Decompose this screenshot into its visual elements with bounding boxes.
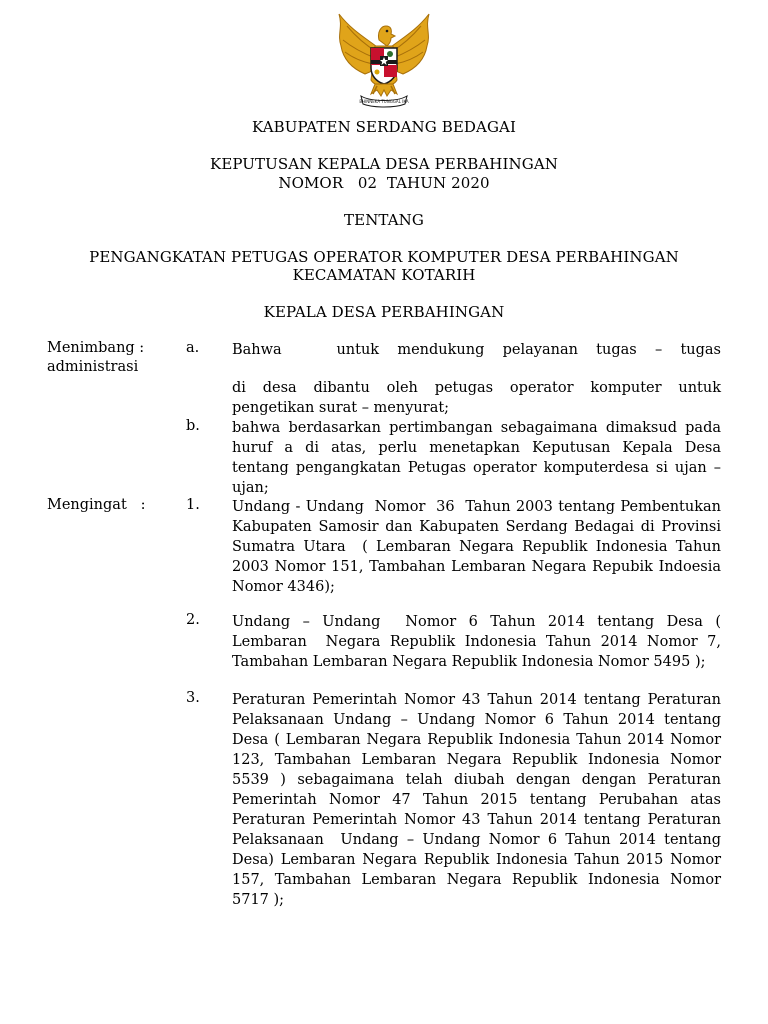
mengingat-item-1-text: Undang - Undang Nomor 36 Tahun 2003 tentang Pembentukan Kabupaten Samosir dan Kabupaten Serdang Bedagai di Provinsi Sumatra Utara ( Lembaran Negara Republik Indonesia Tahun 2003 Nomor 151, Tambahan Lembaran Negara Repubik Indoesia Nomor 4346); (232, 499, 726, 595)
menimbang-label: Menimbang : (47, 340, 145, 356)
subject-line-1: PENGANGKATAN PETUGAS OPERATOR KOMPUTER DESA PERBAHINGAN (89, 248, 679, 266)
menimbang-label-continued: administrasi (47, 359, 139, 375)
regency-title: KABUPATEN SERDANG BEDAGAI (252, 118, 516, 136)
menimbang-item-a-line1: Bahwa untuk mendukung pelayanan tugas – tugas (232, 342, 721, 358)
issuer-heading: KEPALA DESA PERBAHINGAN (263, 303, 505, 321)
about-heading: TENTANG (344, 211, 424, 229)
menimbang-item-a-mark: a. (186, 340, 200, 356)
menimbang-item-b-mark: b. (186, 418, 200, 434)
garuda-emblem-icon (331, 10, 437, 110)
menimbang-item-a-rest: di desa dibantu oleh petugas operator komputer untuk pengetikan surat – menyurat; (232, 380, 721, 416)
mengingat-item-2-text: Undang – Undang Nomor 6 Tahun 2014 tentang Desa ( Lembaran Negara Republik Indonesia Tahun 2014 Nomor 7, Tambahan Lembaran Negara Republik Indonesia Nomor 5495 ); (232, 614, 726, 670)
mengingat-item-1-mark: 1. (186, 497, 200, 513)
mengingat-label: Mengingat : (47, 497, 146, 513)
svg-text:BHINNEKA TUNGGAL IKA: BHINNEKA TUNGGAL IKA (359, 99, 409, 104)
decree-number: NOMOR 02 TAHUN 2020 (278, 174, 490, 192)
subject-line-2: KECAMATAN KOTARIH (292, 266, 476, 284)
decree-title: KEPUTUSAN KEPALA DESA PERBAHINGAN (210, 155, 558, 173)
menimbang-item-b-text: bahwa berdasarkan pertimbangan sebagaimana dimaksud pada huruf a di atas, perlu menetapkan Keputusan Kepala Desa tentang pengangkatan Petugas operator komputerdesa si ujan – ujan; (232, 420, 721, 496)
mengingat-item-2-mark: 2. (186, 612, 200, 628)
mengingat-item-3-text: Peraturan Pemerintah Nomor 43 Tahun 2014 tentang Peraturan Pelaksanaan Undang – Undang Nomor 6 Tahun 2014 tentang Desa ( Lembaran Negara Republik Indonesia Tahun 2014 Nomor 123, Tambahan Lembaran Negara Republik Indonesia Nomor 5539 ) sebagaimana telah diubah dengan dengan Peraturan Pemerintah Nomor 47 Tahun 2015 tentang Perubahan atas Peraturan Pemerintah Nomor 43 Tahun 2014 tentang Peraturan Pelaksanaan Undang – Undang Nomor 6 Tahun 2014 tentang Desa) Lembaran Negara Republik Indonesia Tahun 2015 Nomor 157, Tambahan Lembaran Negara Republik Indonesia Nomor 5717 ); (232, 692, 726, 908)
mengingat-item-3-mark: 3. (186, 690, 200, 706)
